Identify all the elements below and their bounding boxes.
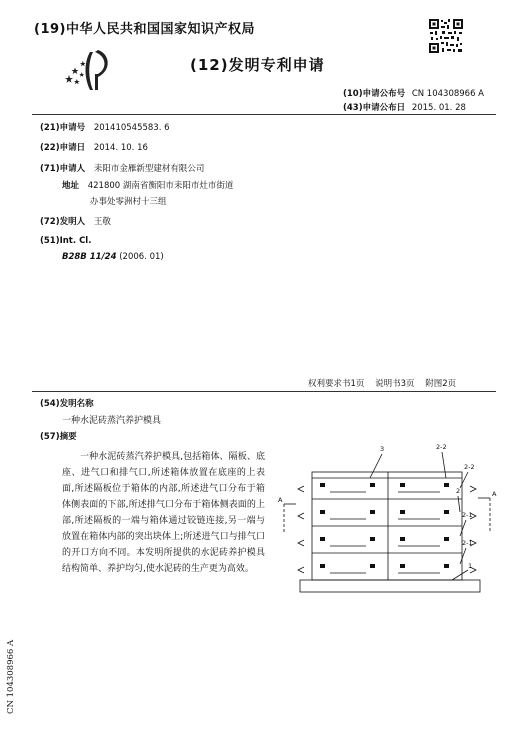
- intcl-label: (51)Int. Cl.: [40, 236, 92, 246]
- app-number: 201410545583. 6: [93, 123, 170, 133]
- office-name: (19)中华人民共和国国家知识产权局: [34, 22, 255, 37]
- inventor-row: [40, 215, 111, 227]
- app-number-label: (21)申请号: [40, 123, 86, 133]
- label-2-2-top: 2-2: [436, 443, 447, 451]
- page-counts: [308, 377, 456, 389]
- drawings-count: 附图2页: [425, 379, 457, 389]
- inventor-label: (72)发明人: [40, 217, 86, 227]
- address-line1: 421800 湖南省衡阳市耒阳市灶市街道: [87, 181, 234, 191]
- label-2-1-low: 2-1: [462, 539, 473, 547]
- abstract-label-text: (57)摘要: [40, 432, 77, 442]
- claims-count: 权利要求书1页: [308, 379, 365, 389]
- address-line2: 办事处零洲村十三组: [90, 197, 167, 207]
- address-row: [62, 179, 233, 191]
- qr-code-icon: [428, 18, 464, 54]
- cnipa-logo-icon: [62, 48, 114, 94]
- pub-date-label: (43)申请公布日: [343, 103, 406, 113]
- mold-drawing: [270, 440, 510, 600]
- label-1: 1: [468, 562, 473, 570]
- applicant-label: (71)申请人: [40, 164, 86, 174]
- title-label-text: (54)发明名称: [40, 399, 94, 409]
- pub-date-row: [343, 101, 466, 113]
- description-count: 说明书3页: [375, 379, 415, 389]
- base: [300, 580, 480, 592]
- vent-marks: [320, 483, 449, 568]
- label-2-2-side: 2-2: [464, 463, 475, 471]
- title-label: [40, 397, 94, 409]
- app-date: 2014. 10. 16: [93, 143, 148, 153]
- intcl-code: B28B 11/24: [62, 252, 117, 262]
- label-2: 2: [456, 487, 461, 495]
- inventor: 王敬: [93, 217, 111, 227]
- address-label: 地址: [62, 181, 80, 191]
- abstract-text: 一种水泥砖蒸汽养护模具,包括箱体、隔板、底座、进气口和排气口,所述箱体放置在底座的上表面,所述隔板位于箱体的内部,所述进气口分布于箱体侧表面的下部,所述排气口分布于箱体侧表面的上部,所述隔板的一端与箱体通过铰链连接,另一端与放置在箱体内部的突出块体上;所述进气口与排气口的开口方向不同。本发明所提供的水泥砖养护模具结构简单、养护均匀,使水泥砖的生产更为高效。: [62, 452, 265, 574]
- label-3: 3: [380, 445, 385, 453]
- pub-number: CN 104308966 A: [411, 89, 484, 99]
- intcl-version: (2006. 01): [119, 252, 164, 262]
- label-A-left: A: [278, 496, 283, 504]
- counts-divider: [32, 391, 496, 392]
- applicant-row: [40, 162, 204, 174]
- applicant: 耒阳市金雁新型建材有限公司: [93, 164, 205, 174]
- side-pub-number: CN 104308966 A: [6, 639, 16, 714]
- pub-date: 2015. 01. 28: [411, 103, 466, 113]
- document-type: (12)发明专利申请: [190, 56, 325, 74]
- intcl-class-row: [62, 252, 164, 262]
- abstract-label: [40, 430, 77, 442]
- label-A-right: A: [492, 490, 497, 498]
- label-2-1-mid: 2-1: [462, 511, 473, 519]
- intcl-row: [40, 236, 91, 246]
- app-date-row: [40, 141, 148, 153]
- invention-title: 一种水泥砖蒸汽养护模具: [62, 416, 162, 426]
- app-date-label: (22)申请日: [40, 143, 86, 153]
- app-number-row: [40, 121, 170, 133]
- header-divider: [32, 114, 496, 115]
- pub-number-label: (10)申请公布号: [343, 89, 406, 99]
- pub-number-row: [343, 87, 484, 99]
